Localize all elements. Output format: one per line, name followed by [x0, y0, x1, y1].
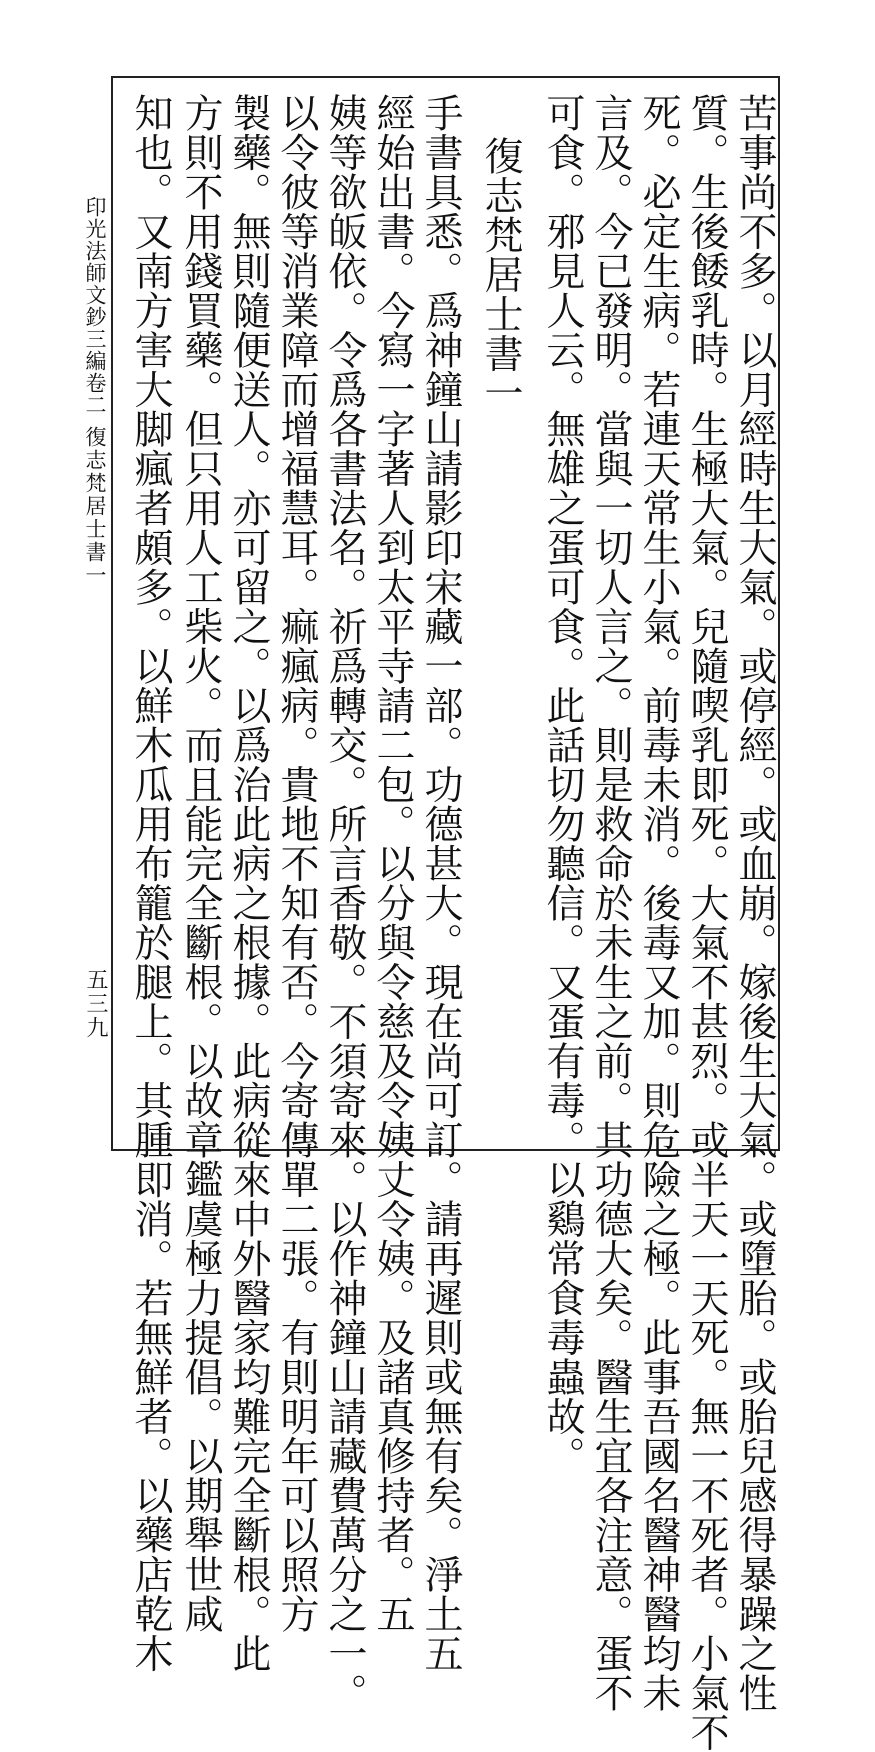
margin-section-title: 復志梵居士書一 [83, 426, 107, 587]
text-column-12: 知也。又南方害大脚瘋者頗多。以鮮木瓜用布籠於腿上。其腫即消。若無鮮者。以藥店乾木 [128, 93, 173, 1673]
text-column-11: 方則不用錢買藥。但只用人工柴火。而且能完全斷根。以故章鑑虞極力提倡。以期舉世咸 [178, 93, 223, 1634]
text-column-8: 姨等欲皈依。令爲各書法名。祈爲轉交。所言香敬。不須寄來。以作神鐘山請藏費萬分之一。 [322, 93, 367, 1713]
text-column-9: 以令彼等消業障而增福慧耳。痲瘋病。貴地不知有否。今寄傳單二張。有則明年可以照方 [274, 93, 319, 1634]
text-column-5: 可食。邪見人云。無雄之蛋可食。此話切勿聽信。又蛋有毒。以鷄常食毒蟲故。 [540, 93, 585, 1476]
text-column-7: 經始出書。今寫一字著人到太平寺請二包。以分與令慈及令姨丈令姨。及諸真修持者。五 [370, 93, 415, 1634]
frame-top-rule [113, 76, 780, 78]
frame-right-rule [778, 76, 780, 1150]
text-column-10: 製藥。無則隨便送人。亦可留之。以爲治此病之根據。此病從來中外醫家均難完全斷根。此 [226, 93, 271, 1673]
letter-heading: 復志梵居士書一 [478, 136, 523, 413]
margin-book-title: 印光法師文鈔三編卷二 [83, 196, 107, 416]
text-column-1: 苦事尚不多。以月經時生大氣。或停經。或血崩。嫁後生大氣。或墮胎。或胎兒感得暴躁之性 [732, 93, 777, 1713]
page-number: 五三九 [83, 968, 108, 1040]
frame-left-rule [111, 76, 113, 1151]
text-column-6: 手書具悉。爲神鐘山請影印宋藏一部。功德甚大。現在尚可訂。請再遲則或無有矣。淨土五 [418, 93, 463, 1673]
text-column-4: 言及。今已發明。當與一切人言之。則是救命於未生之前。其功德大矣。醫生宜各注意。蛋不 [588, 93, 633, 1713]
text-column-2: 質。生後餧乳時。生極大氣。兒隨喫乳即死。大氣不甚烈。或半天一天死。無一不死者。小氣不 [684, 93, 729, 1752]
text-column-3: 死。必定生病。若連天常生小氣。前毒未消。後毒又加。則危險之極。此事吾國名醫神醫均未 [636, 93, 681, 1713]
